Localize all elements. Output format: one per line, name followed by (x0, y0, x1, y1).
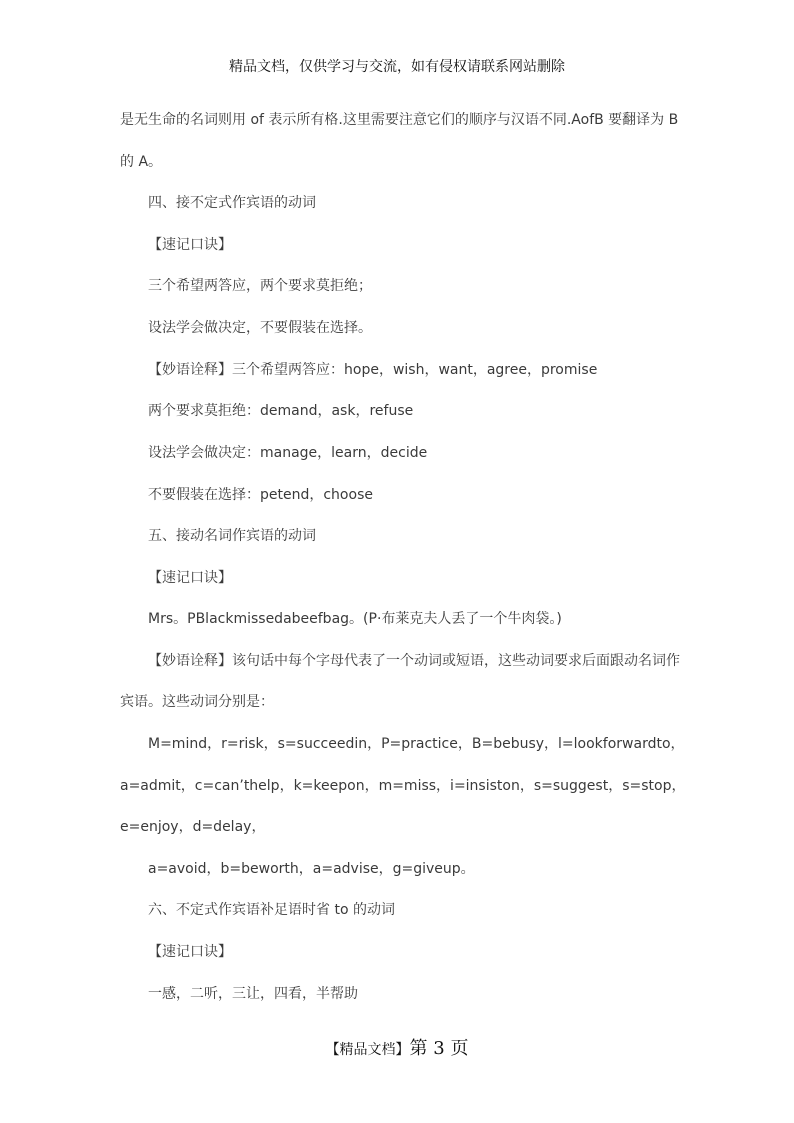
mnemonic-line: Mrs。PBlackmissedabeefbag。(P·布莱克夫人丢了一个牛肉袋。) (148, 611, 562, 627)
paragraph-line-1: 是无生命的名词则用 of 表示所有格.这里需要注意它们的顺序与汉语不同.AofB 要翻译为 B (120, 112, 679, 128)
verb-list-line: a=avoid，b=beworth，a=advise，g=giveup。 (148, 861, 475, 877)
section-heading-5: 五、接动名词作宾语的动词 (148, 528, 316, 544)
section-heading-4: 四、接不定式作宾语的动词 (148, 195, 316, 211)
verb-list-line: e=enjoy，d=delay， (120, 819, 266, 835)
explanation-line: 两个要求莫拒绝：demand，ask，refuse (148, 403, 414, 419)
mnemonic-label: 【速记口诀】 (148, 570, 232, 586)
page-footer (0, 1034, 794, 1060)
mnemonic-line: 三个希望两答应，两个要求莫拒绝； (148, 278, 372, 294)
paragraph-line-2: 的 A。 (120, 154, 163, 170)
verb-list-line: a=admit，c=can’thelp，k=keepon，m=miss，i=insiston，s=suggest，s=stop， (120, 778, 686, 794)
page-header: 精品文档，仅供学习与交流，如有侵权请联系网站删除 (229, 59, 565, 75)
mnemonic-line: 一感，二听，三让，四看，半帮助 (148, 986, 358, 1002)
footer-tag: 【精品文档】 (325, 1042, 410, 1058)
verb-list-line: M=mind，r=risk，s=succeedin，P=practice，B=bebusy，l=lookforwardto， (148, 736, 685, 752)
explanation-line: 【妙语诠释】三个希望两答应：hope，wish，want，agree，promise (148, 362, 598, 378)
explanation-line: 设法学会做决定：manage，learn，decide (148, 445, 428, 461)
mnemonic-label: 【速记口诀】 (148, 237, 232, 253)
mnemonic-line: 设法学会做决定，不要假装在选择。 (148, 320, 372, 336)
mnemonic-label: 【速记口诀】 (148, 944, 232, 960)
page-number: 第 3 页 (409, 1038, 469, 1059)
explanation-line: 不要假装在选择：petend，choose (148, 487, 373, 503)
explanation-line: 宾语。这些动词分别是： (120, 694, 274, 710)
section-heading-6: 六、不定式作宾语补足语时省 to 的动词 (148, 902, 395, 918)
explanation-line: 【妙语诠释】该句话中每个字母代表了一个动词或短语，这些动词要求后面跟动名词作 (148, 653, 680, 669)
